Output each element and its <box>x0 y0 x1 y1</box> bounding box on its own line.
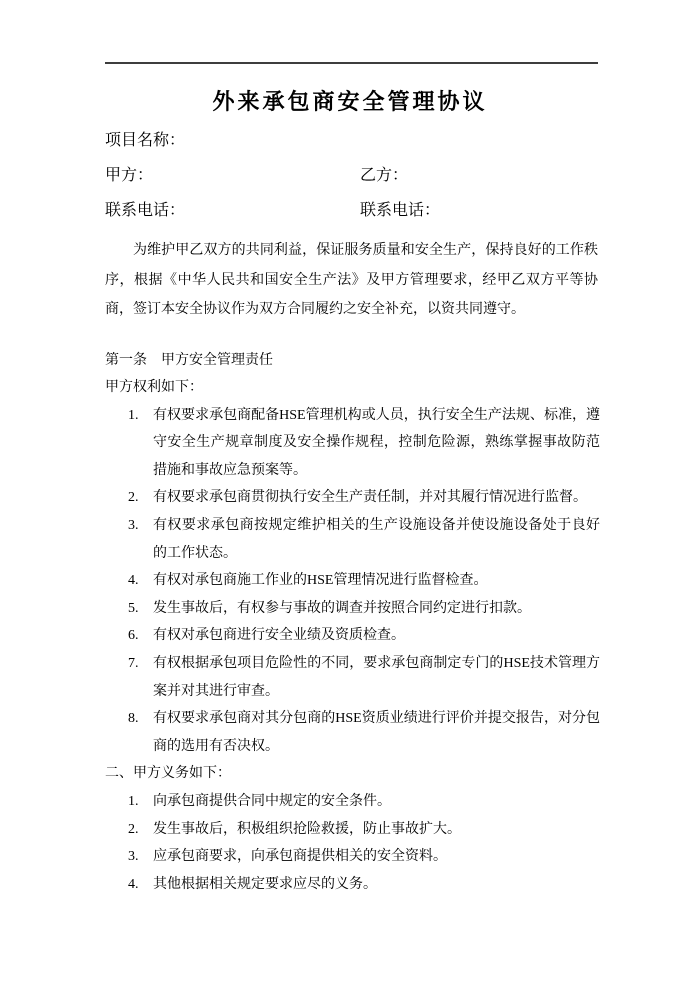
list-item <box>128 567 600 595</box>
item-text: 有权要求承包商贯彻执行安全生产责任制，并对其履行情况进行监督。 <box>153 490 587 506</box>
phone-b-label: 联系电话： <box>360 202 441 219</box>
header-rule <box>105 62 598 64</box>
rights-subheading: 甲方权利如下： <box>105 380 203 396</box>
item-text: 向承包商提供合同中规定的安全条件。 <box>153 794 391 809</box>
item-number: 6. <box>128 628 139 644</box>
list-item <box>128 843 600 871</box>
item-number: 1. <box>128 794 139 809</box>
list-item <box>128 871 600 899</box>
list-item <box>128 650 600 705</box>
item-text: 应承包商要求，向承包商提供相关的安全资料。 <box>153 849 447 865</box>
list-item <box>128 816 600 844</box>
rights-list <box>128 402 600 761</box>
item-text: 发生事故后，有权参与事故的调查并按照合同约定进行扣款。 <box>153 600 531 616</box>
list-item <box>128 595 600 623</box>
item-number: 8. <box>128 711 139 727</box>
item-text: 其他根据相关规定要求应尽的义务。 <box>153 876 377 892</box>
item-number: 1. <box>128 407 139 423</box>
item-number: 2. <box>128 821 139 837</box>
document-title: 外来承包商安全管理协议 <box>212 89 488 114</box>
item-number: 3. <box>128 849 139 865</box>
list-item <box>128 622 600 650</box>
item-number: 3. <box>128 518 139 534</box>
party-a-label: 甲方： <box>105 167 154 184</box>
item-text: 有权要求承包商对其分包商的HSE资质业绩进行评价并提交报告，对分包商的选用有否决权。 <box>153 711 600 754</box>
section1-heading: 第一条 甲方安全管理责任 <box>105 352 273 368</box>
item-text: 有权对承包商进行安全业绩及资质检查。 <box>153 628 405 644</box>
intro-paragraph: 为维护甲乙双方的共同利益，保证服务质量和安全生产，保持良好的工作秩序，根据《中华人民共和国安全生产法》及甲方管理要求，经甲乙双方平等协商，签订本安全协议作为双方合同履约之安全补充，以资共同遵守。 <box>105 243 598 317</box>
list-item <box>128 402 600 485</box>
phone-a-label: 联系电话： <box>105 202 186 219</box>
item-number: 7. <box>128 656 139 672</box>
phone-row <box>105 193 598 228</box>
list-item <box>128 705 600 760</box>
project-name-label: 项目名称： <box>105 132 186 149</box>
project-name-row <box>105 123 598 158</box>
list-item <box>128 788 600 816</box>
party-row <box>105 158 598 193</box>
item-text: 有权要求承包商按规定维护相关的生产设施设备并使设施设备处于良好的工作状态。 <box>153 518 600 561</box>
party-b-label: 乙方： <box>360 167 409 184</box>
obligations-subheading: 二、甲方义务如下： <box>105 766 231 782</box>
item-text: 有权对承包商施工作业的HSE管理情况进行监督检查。 <box>153 573 488 589</box>
obligations-list <box>128 788 600 898</box>
item-number: 4. <box>128 876 139 892</box>
item-text: 发生事故后，积极组织抢险救援，防止事故扩大。 <box>153 821 461 837</box>
item-number: 2. <box>128 490 139 506</box>
item-text: 有权要求承包商配备HSE管理机构或人员，执行安全生产法规、标准，遵守安全生产规章制度及安全操作规程，控制危险源，熟练掌握事故防范措施和事故应急预案等。 <box>153 407 600 478</box>
item-number: 5. <box>128 600 139 616</box>
item-number: 4. <box>128 573 139 589</box>
list-item <box>128 484 600 512</box>
fields-block <box>105 123 598 228</box>
list-item <box>128 512 600 567</box>
item-text: 有权根据承包项目危险性的不同，要求承包商制定专门的HSE技术管理方案并对其进行审查。 <box>153 656 600 699</box>
